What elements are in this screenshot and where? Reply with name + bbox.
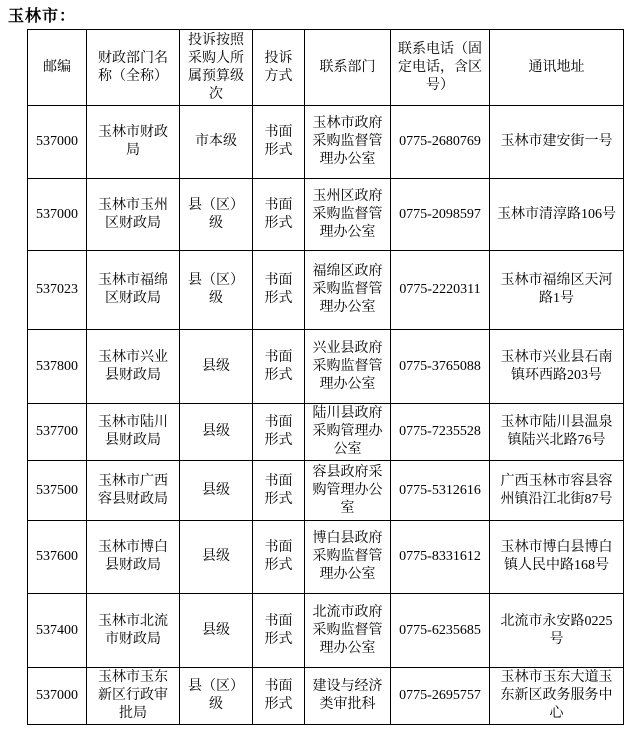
table-cell: 537000 (28, 668, 87, 725)
table-cell: 书面形式 (253, 251, 305, 330)
table-cell: 玉林市财政局 (87, 106, 180, 179)
table-cell: 书面形式 (253, 404, 305, 461)
table-cell: 玉林市陆川县财政局 (87, 404, 180, 461)
table-cell: 537023 (28, 251, 87, 330)
table-header (28, 30, 624, 106)
table-row (28, 594, 624, 668)
table-row (28, 179, 624, 251)
table-cell: 0775-7235528 (391, 404, 490, 461)
table-cell: 兴业县政府采购监督管理办公室 (305, 330, 391, 404)
table-cell: 县（区）级 (180, 668, 253, 725)
table-cell: 0775-2695757 (391, 668, 490, 725)
table-cell: 玉林市政府采购监督管理办公室 (305, 106, 391, 179)
table-cell: 博白县政府采购监督管理办公室 (305, 521, 391, 594)
table-cell: 玉林市北流市财政局 (87, 594, 180, 668)
table-cell: 书面形式 (253, 461, 305, 521)
table-cell: 0775-6235685 (391, 594, 490, 668)
table-cell: 0775-2680769 (391, 106, 490, 179)
table-row (28, 461, 624, 521)
column-header: 联系部门 (305, 30, 391, 106)
table-cell: 玉林市玉东新区行政审批局 (87, 668, 180, 725)
table-cell: 玉林市玉州区财政局 (87, 179, 180, 251)
column-header: 邮编 (28, 30, 87, 106)
table-cell: 玉林市兴业县财政局 (87, 330, 180, 404)
table-cell: 玉林市建安街一号 (490, 106, 624, 179)
table-cell: 537000 (28, 106, 87, 179)
table-cell: 县级 (180, 594, 253, 668)
contact-table (27, 29, 624, 725)
table-cell: 玉林市玉东大道玉东新区政务服务中心 (490, 668, 624, 725)
table-cell: 玉林市陆川县温泉镇陆兴北路76号 (490, 404, 624, 461)
table-body (28, 106, 624, 725)
column-header: 联系电话（固定电话，含区号） (391, 30, 490, 106)
column-header: 财政部门名称（全称） (87, 30, 180, 106)
table-cell: 玉林市清淳路106号 (490, 179, 624, 251)
table-cell: 北流市永安路0225号 (490, 594, 624, 668)
table-cell: 玉林市广西容县财政局 (87, 461, 180, 521)
table-row (28, 106, 624, 179)
column-header: 通讯地址 (490, 30, 624, 106)
table-cell: 玉林市福绵区天河路1号 (490, 251, 624, 330)
table-cell: 玉林市福绵区财政局 (87, 251, 180, 330)
table-cell: 537600 (28, 521, 87, 594)
table-cell: 县（区）级 (180, 251, 253, 330)
table-cell: 537400 (28, 594, 87, 668)
table-cell: 0775-8331612 (391, 521, 490, 594)
table-cell: 书面形式 (253, 668, 305, 725)
table-cell: 书面形式 (253, 179, 305, 251)
table-cell: 广西玉林市容县容州镇沿江北街87号 (490, 461, 624, 521)
table-cell: 玉州区政府采购监督管理办公室 (305, 179, 391, 251)
table-cell: 县级 (180, 330, 253, 404)
table-cell: 县级 (180, 404, 253, 461)
table-cell: 玉林市博白县财政局 (87, 521, 180, 594)
table-cell: 0775-5312616 (391, 461, 490, 521)
table-cell: 书面形式 (253, 106, 305, 179)
table-cell: 537500 (28, 461, 87, 521)
header-row (28, 30, 624, 106)
column-header: 投诉方式 (253, 30, 305, 106)
table-cell: 玉林市兴业县石南镇环西路203号 (490, 330, 624, 404)
table-cell: 建设与经济类审批科 (305, 668, 391, 725)
table-row (28, 330, 624, 404)
page-title: 玉林市： (8, 8, 77, 25)
table-cell: 537700 (28, 404, 87, 461)
table-row (28, 404, 624, 461)
table-cell: 陆川县政府采购管理办公室 (305, 404, 391, 461)
table-cell: 0775-2220311 (391, 251, 490, 330)
table-cell: 0775-2098597 (391, 179, 490, 251)
table-cell: 北流市政府采购监督管理办公室 (305, 594, 391, 668)
table-cell: 537000 (28, 179, 87, 251)
table-cell: 县级 (180, 521, 253, 594)
table-cell: 容县政府采购管理办公室 (305, 461, 391, 521)
table-cell: 市本级 (180, 106, 253, 179)
table-row (28, 521, 624, 594)
table-cell: 福绵区政府采购监督管理办公室 (305, 251, 391, 330)
table-cell: 书面形式 (253, 330, 305, 404)
table-cell: 县（区）级 (180, 179, 253, 251)
table-cell: 书面形式 (253, 521, 305, 594)
table-cell: 537800 (28, 330, 87, 404)
table-cell: 书面形式 (253, 594, 305, 668)
table-row (28, 668, 624, 725)
table-cell: 玉林市博白县博白镇人民中路168号 (490, 521, 624, 594)
table-row (28, 251, 624, 330)
column-header: 投诉按照采购人所属预算级次 (180, 30, 253, 106)
table-cell: 县级 (180, 461, 253, 521)
table-cell: 0775-3765088 (391, 330, 490, 404)
